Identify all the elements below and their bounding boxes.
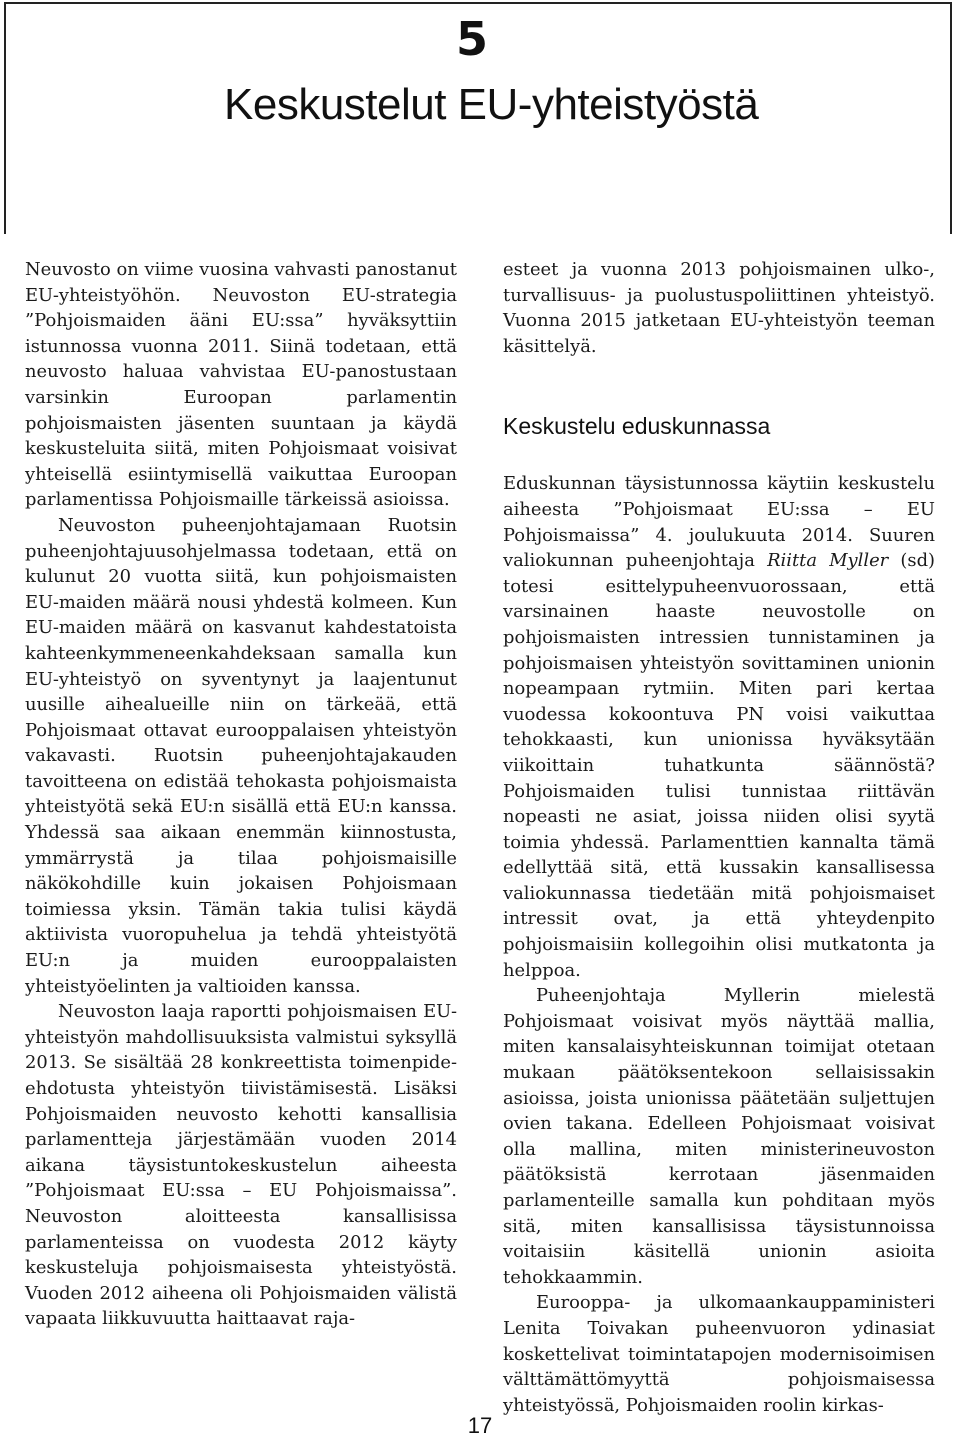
right-paragraph-4: Eurooppa- ja ulkomaankauppaministeri Lenita Toivakan puheenvuoron ydinasiat koskettelivat toimintatapojen modernisoimisen välttämättömyyttä pohjoismaisessa yhteistyössä, Pohjoismaiden roolin kirkas- [503,1292,935,1416]
left-column [25,257,457,1332]
right-paragraph-3: Puheenjohtaja Myllerin mielestä Pohjoismaat voisivat myös näyttää mallia, miten kansalaisyhteiskunnan toimijat otetaan mukaan päätöksentekoon sellaisissakin asioissa, joista unionissa päätetään suljettujen ovien takana. Edelleen Pohjoismaat voisivat olla mallina, miten ministerineuvoston päätöksistä kerrotaan jäsenmaiden parlamenteille samalla kun pohditaan myös sitä, miten kansallisissa täysistunnoissa voitaisiin käsitellä unionin asioita tehokkaammin. [503,985,935,1288]
chapter-number: 5 [455,12,488,66]
right-paragraph-1: esteet ja vuonna 2013 pohjoismainen ulko-, turvallisuus- ja puolustuspoliittinen yhteistyö. Vuonna 2015 jatketaan EU-yhteistyön teeman käsittelyä. [503,259,935,357]
right-paragraph-2-end: (sd) totesi esittelypuheenvuorossaan, että varsinainen haaste neuvostolle on pohjoismaisten intressien tunnistaminen ja pohjoismaisen yhteistyön sovittaminen unionin nopeampaan rytmiin. Miten pari kertaa vuodessa kokoontuva PN voisi vaikuttaa tehokkaasti, kun unionissa hyväksytään viikoittain tuhatkunta säännöstä? Pohjoismaiden tulisi tunnistaa riittävän nopeasti ne asiat, joissa niiden olisi syytä toimia yhdessä. Parlamenttien kannalta tämä edellyttää sitä, että kussakin kansallisessa valiokunnassa tiedetään mitä pohjoismaiset intressit ovat, ja että yhteydenpito pohjoismaisiin kollegoihin olisi mutkatonta ja helppoa. [503,550,935,981]
right-paragraph-2 [503,471,935,983]
chapter-header-frame [4,2,952,234]
section-subheading: Keskustelu eduskunnassa [503,413,771,440]
right-paragraph-2-start: Eduskunnan täysistunnossa käytiin keskustelu aiheesta ”Pohjoismaat EU:ssa – EU Pohjoismaissa” 4. joulukuuta 2014. Suuren valiokunnan puheenjohtaja [503,473,935,572]
left-paragraph-3: Neuvoston laaja raportti pohjoismaisen EU-yhteistyön mahdollisuuksista valmistui syksyllä 2013. Se sisältää 28 konkreettista toimenpide-ehdotusta yhteistyön tiivistämisestä. Lisäksi Pohjoismaiden neuvosto kehotti kansallisia parlamentteja järjestämään vuoden 2014 aikana täysistuntokeskustelun aiheesta ”Pohjoismaat EU:ssa – EU Pohjoismaissa”. Neuvoston aloitteesta kansallisissa parlamenteissa on vuodesta 2012 käyty keskusteluja pohjoismaisesta yhteistyöstä. Vuoden 2012 aiheena oli Pohjoismaiden välistä vapaata liikkuvuutta haittaavat raja- [25,1001,457,1330]
left-paragraph-2: Neuvoston puheenjohtajamaan Ruotsin puheenjohtajuusohjelmassa todetaan, että on kulunut 20 vuotta siitä, kun pohjoismaisten EU-maiden määrä nousi yhdestä kolmeen. Kun EU-maiden määrä on kasvanut kahdestatoista kahteenkymmeneenkahdeksaan samalla kun EU-yhteistyö on syventynyt ja laajentunut uusille aihealueille niin on tärkeää, että Pohjoismaat ottavat eurooppalaisen yhteistyön vakavasti. Ruotsin puheenjohtajakauden tavoitteena on edistää tehokasta pohjoismaista yhteistyötä sekä EU:n sisällä että EU:n kanssa. Yhdessä saa aikaan enemmän kiinnostusta, ymmärrystä ja tilaa pohjoismaisille näkökohdille kuin jokaisen Pohjoismaan toimiessa yksin. Tämän takia tulisi käydä aktiivista vuoropuhelua ja tehdä yhteistyötä EU:n ja muiden eurooppalaisten yhteistyöelinten ja valtioiden kanssa. [25,514,457,997]
speaker-name: Riitta Myller [767,550,889,572]
left-paragraph-1: Neuvosto on viime vuosina vahvasti panostanut EU-yhteistyöhön. Neuvoston EU-strategia ”Pohjoismaiden ääni EU:ssa” hyväksyttiin istunnossa vuonna 2011. Siinä todetaan, että neuvosto haluaa vahvistaa EU-panostustaan varsinkin Euroopan parlamentin pohjoismaisten jäsenten suuntaan ja käydä keskusteluita siitä, miten Pohjoismaat voisivat yhteisellä esiintymisellä vaikuttaa Euroopan parlamentissa Pohjoismaille tärkeissä asioissa. [25,259,457,511]
right-column [503,257,935,1418]
page-number: 17 [467,1413,493,1438]
chapter-title: Keskustelut EU-yhteistyöstä [224,80,759,129]
